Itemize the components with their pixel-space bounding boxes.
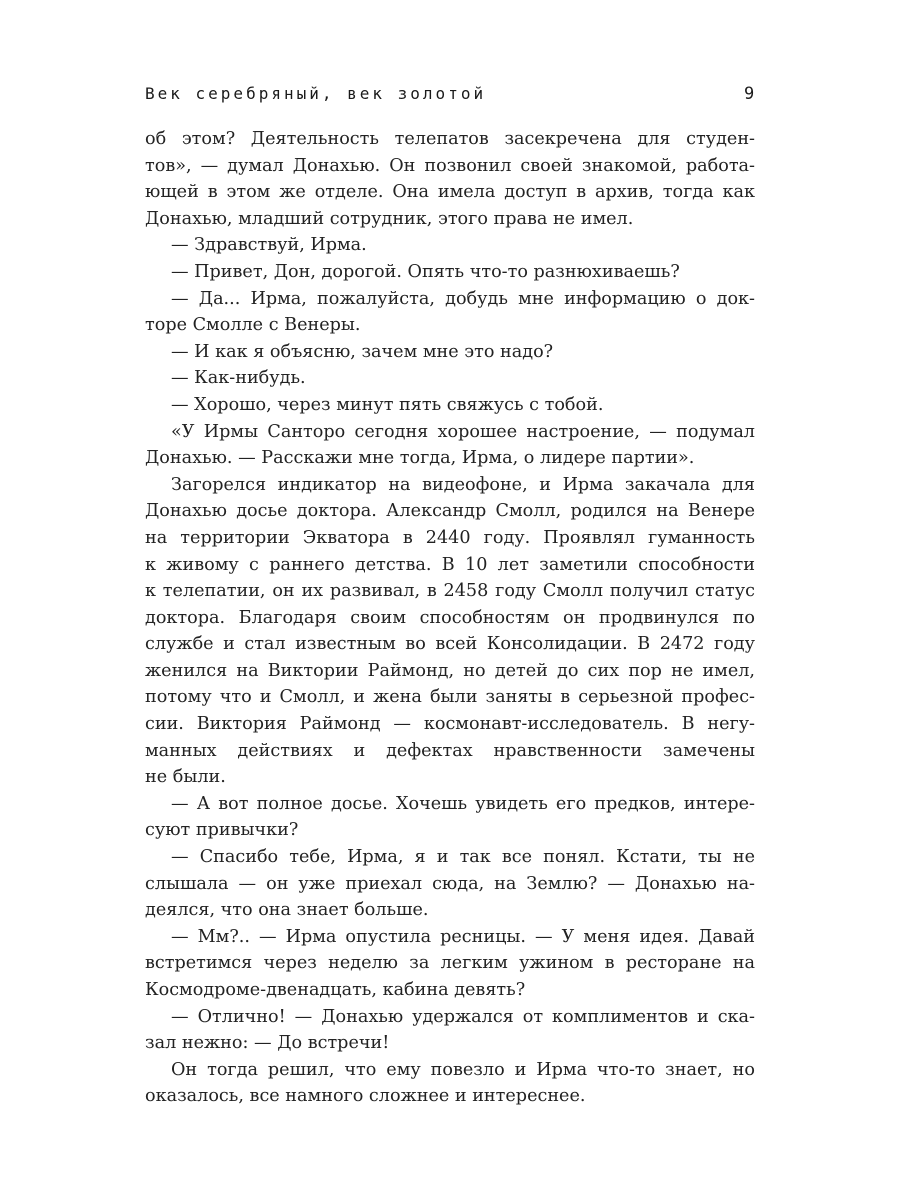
text-line: зал нежно: — До встречи! [145,1033,390,1054]
text-line: потому что и Смолл, и жена были заняты в серьезной профес- [145,687,755,708]
text-line: встретимся через неделю за легким ужином в ресторане на [145,953,755,974]
text-line: не были. [145,767,226,788]
text-line: тов», — думал Донахью. Он позвонил своей знакомой, работа- [145,155,755,176]
text-line: сии. Виктория Раймонд — космонавт-исследователь. В негу- [145,714,755,735]
text-line: к телепатии, он их развивал, в 2458 году Смолл получил статус [145,581,755,602]
text-line: ющей в этом же отделе. Она имела доступ в архив, тогда как [145,182,755,203]
text-line: — Спасибо тебе, Ирма, я и так все понял. Кстати, ты не [171,847,755,868]
running-head: Век серебряный, век золотой [145,84,487,103]
body-text [145,126,755,1110]
page-number: 9 [744,84,755,104]
text-line: об этом? Деятельность телепатов засекречена для студен- [145,129,755,149]
text-line: Донахью, младший сотрудник, этого права не имел. [145,208,634,229]
text-line: — Здравствуй, Ирма. [171,235,367,256]
text-line: слышала — он уже приехал сюда, на Землю? — Донахью на- [145,873,755,894]
text-line: «У Ирмы Санторо сегодня хорошее настроение, — подумал [171,421,755,442]
text-line: Донахью. — Расскажи мне тогда, Ирма, о лидере партии». [145,448,695,469]
text-line: — Мм?.. — Ирма опустила ресницы. — У меня идея. Давай [171,926,755,947]
text-line: — И как я объясню, зачем мне это надо? [171,341,554,362]
text-line: — Хорошо, через минут пять свяжусь с тобой. [171,394,604,415]
text-line: деялся, что она знает больше. [145,900,429,921]
text-line: Донахью досье доктора. Александр Смолл, родился на Венере [145,501,755,522]
text-line: — Да... Ирма, пожалуйста, добудь мне информацию о док- [171,288,755,309]
text-line: — Отлично! — Донахью удержался от комплиментов и ска- [171,1006,755,1027]
text-line: к живому с раннего детства. В 10 лет заметили способности [145,554,755,575]
text-line: на территории Экватора в 2440 году. Проявлял гуманность [145,527,755,548]
text-line: Он тогда решил, что ему повезло и Ирма что-то знает, но [171,1059,755,1080]
text-line: суют привычки? [145,820,299,841]
text-line: женился на Виктории Раймонд, но детей до сих пор не имел, [145,660,755,681]
text-line: Космодроме-двенадцать, кабина девять? [145,980,526,1000]
text-line: — Как-нибудь. [171,368,306,389]
text-line: торе Смолле с Венеры. [145,315,361,336]
text-line: — Привет, Дон, дорогой. Опять что-то разнюхиваешь? [171,261,680,282]
text-line: доктора. Благодаря своим способностям он продвинулся по [145,607,755,628]
text-line: — А вот полное досье. Хочешь увидеть его предков, интере- [171,793,755,814]
text-line: манных действиях и дефектах нравственности замечены [145,740,755,761]
text-line: службе и стал известным во всей Консолидации. В 2472 году [145,634,755,655]
text-line: оказалось, все намного сложнее и интереснее. [145,1086,586,1107]
text-line: Загорелся индикатор на видеофоне, и Ирма закачала для [171,474,755,495]
